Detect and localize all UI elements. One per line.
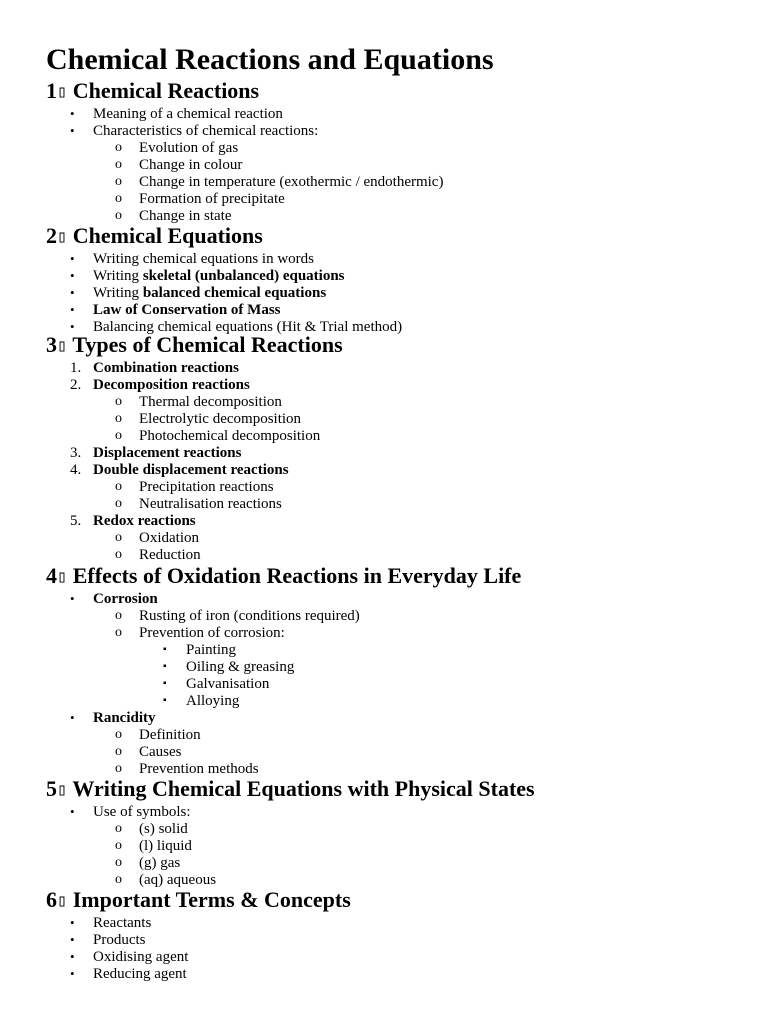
- circle-marker: o: [115, 411, 122, 426]
- bullet-marker: •: [70, 268, 75, 283]
- number-marker: 3.: [70, 445, 82, 461]
- circle-marker: o: [115, 727, 122, 742]
- circle-marker: o: [115, 157, 122, 172]
- list-item: o Change in temperature (exothermic / endothermic): [115, 174, 444, 190]
- missing-glyph-icon: ▯: [57, 82, 68, 102]
- list-item: o Change in colour: [115, 157, 243, 173]
- section-number: 1: [46, 78, 57, 103]
- list-item: • Law of Conservation of Mass: [70, 302, 281, 318]
- list-item: o (g) gas: [115, 855, 181, 871]
- circle-marker: o: [115, 394, 122, 409]
- circle-marker: o: [115, 140, 122, 155]
- section-heading: [46, 222, 768, 251]
- list-item: o Formation of precipitate: [115, 191, 285, 207]
- list-item: ▪ Oiling & greasing: [163, 659, 295, 675]
- square-marker: ▪: [163, 661, 167, 672]
- number-marker: 5.: [70, 513, 82, 529]
- circle-marker: o: [115, 625, 122, 640]
- bullet-marker: •: [70, 932, 75, 947]
- section-title: Effects of Oxidation Reactions in Everyday Life: [72, 563, 522, 588]
- circle-marker: o: [115, 208, 122, 223]
- bullet-marker: •: [70, 949, 75, 964]
- circle-marker: o: [115, 496, 122, 511]
- list-item: ▪ Galvanisation: [163, 676, 270, 692]
- section-heading: [46, 77, 768, 106]
- list-item: o Prevention of corrosion:: [115, 625, 285, 641]
- document-title: Chemical Reactions and Equations: [46, 43, 494, 76]
- circle-marker: o: [115, 191, 122, 206]
- number-marker: 2.: [70, 377, 82, 393]
- bullet-marker: •: [70, 123, 75, 138]
- circle-marker: o: [115, 428, 122, 443]
- list-item: • Rancidity: [70, 710, 156, 726]
- circle-marker: o: [115, 174, 122, 189]
- list-item: • Products: [70, 932, 146, 948]
- section-physical-states: [46, 775, 768, 889]
- list-item: 5. Redox reactions: [70, 513, 196, 529]
- list-item: o Neutralisation reactions: [115, 496, 282, 512]
- section-title: Writing Chemical Equations with Physical States: [72, 776, 535, 801]
- section-title: Types of Chemical Reactions: [72, 332, 343, 357]
- section-number: 4: [46, 563, 57, 588]
- number-marker: 4.: [70, 462, 82, 478]
- section-chemical-reactions: [46, 77, 768, 225]
- list-item: ▪ Alloying: [163, 693, 240, 709]
- list-item: o Definition: [115, 727, 201, 743]
- list-item: • Reducing agent: [70, 966, 187, 982]
- list-item: • Corrosion: [70, 591, 158, 607]
- list-item: o Change in state: [115, 208, 232, 224]
- bullet-marker: •: [70, 319, 75, 334]
- list-item: • Meaning of a chemical reaction: [70, 106, 283, 122]
- square-marker: ▪: [163, 644, 167, 655]
- list-item: o Thermal decomposition: [115, 394, 282, 410]
- circle-marker: o: [115, 761, 122, 776]
- list-item: o Electrolytic decomposition: [115, 411, 302, 427]
- list-item: o Precipitation reactions: [115, 479, 274, 495]
- bullet-marker: •: [70, 710, 75, 725]
- bullet-marker: •: [70, 285, 75, 300]
- list-item: • Characteristics of chemical reactions:: [70, 123, 319, 139]
- list-item: 3. Displacement reactions: [70, 445, 242, 461]
- missing-glyph-icon: ▯: [57, 780, 68, 800]
- missing-glyph-icon: ▯: [57, 891, 68, 911]
- section-types-of-reactions: [46, 331, 768, 564]
- list-item: o Photochemical decomposition: [115, 428, 321, 444]
- list-item: o (s) solid: [115, 821, 188, 837]
- section-heading: [46, 562, 768, 591]
- list-item: o Evolution of gas: [115, 140, 239, 156]
- missing-glyph-icon: ▯: [57, 567, 68, 587]
- list-item: 4. Double displacement reactions: [70, 462, 289, 478]
- circle-marker: o: [115, 872, 122, 887]
- circle-marker: o: [115, 608, 122, 623]
- section-chemical-equations: [46, 222, 768, 336]
- section-heading: [46, 331, 768, 360]
- section-title: Chemical Equations: [72, 223, 263, 248]
- section-heading: [46, 886, 768, 915]
- circle-marker: o: [115, 838, 122, 853]
- list-item: • Use of symbols:: [70, 804, 191, 820]
- list-item: • Reactants: [70, 915, 152, 931]
- bullet-marker: •: [70, 966, 75, 981]
- list-item: o Causes: [115, 744, 182, 760]
- missing-glyph-icon: ▯: [57, 227, 68, 247]
- section-number: 6: [46, 887, 57, 912]
- list-item: • Writing skeletal (unbalanced) equations: [70, 268, 345, 284]
- bullet-marker: •: [70, 106, 75, 121]
- list-item: o Rusting of iron (conditions required): [115, 608, 360, 624]
- list-item: • Oxidising agent: [70, 949, 189, 965]
- bullet-marker: •: [70, 302, 75, 317]
- section-title: Chemical Reactions: [72, 78, 260, 103]
- list-item: 1. Combination reactions: [70, 360, 239, 376]
- missing-glyph-icon: ▯: [57, 336, 68, 356]
- list-item: o Oxidation: [115, 530, 199, 546]
- section-oxidation-effects: [46, 562, 768, 778]
- bullet-marker: •: [70, 804, 75, 819]
- list-item: o (l) liquid: [115, 838, 192, 854]
- bullet-marker: •: [70, 915, 75, 930]
- section-number: 3: [46, 332, 57, 357]
- list-item: • Balancing chemical equations (Hit & Trial method): [70, 319, 403, 335]
- circle-marker: o: [115, 547, 122, 562]
- circle-marker: o: [115, 821, 122, 836]
- circle-marker: o: [115, 530, 122, 545]
- circle-marker: o: [115, 744, 122, 759]
- square-marker: ▪: [163, 695, 167, 706]
- list-item: ▪ Painting: [163, 642, 237, 658]
- section-number: 5: [46, 776, 57, 801]
- list-item: o (aq) aqueous: [115, 872, 217, 888]
- circle-marker: o: [115, 855, 122, 870]
- list-item: • Writing balanced chemical equations: [70, 285, 327, 301]
- list-item: o Reduction: [115, 547, 201, 563]
- square-marker: ▪: [163, 678, 167, 689]
- section-heading: [46, 775, 768, 804]
- list-item: o Prevention methods: [115, 761, 259, 777]
- list-item: 2. Decomposition reactions: [70, 377, 250, 393]
- section-number: 2: [46, 223, 57, 248]
- number-marker: 1.: [70, 360, 82, 376]
- bullet-marker: •: [70, 251, 75, 266]
- section-title: Important Terms & Concepts: [72, 887, 351, 912]
- bullet-marker: •: [70, 591, 75, 606]
- list-item: • Writing chemical equations in words: [70, 251, 315, 267]
- circle-marker: o: [115, 479, 122, 494]
- section-important-terms: [46, 886, 768, 983]
